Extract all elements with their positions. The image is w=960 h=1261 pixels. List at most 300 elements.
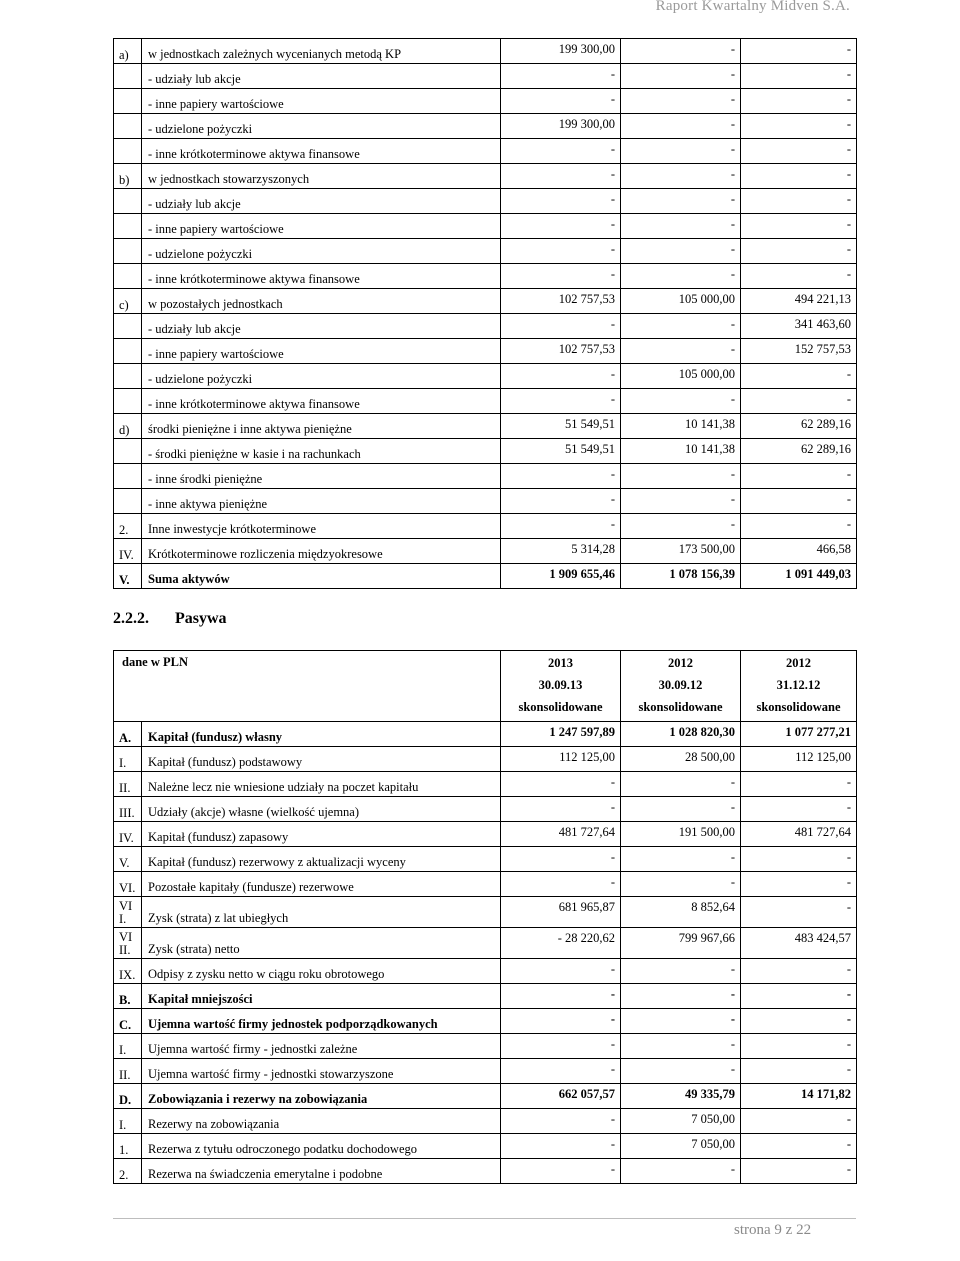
row-code-cell [114,439,142,464]
value-3: - [846,962,852,976]
table-row [114,114,857,139]
column-header [501,651,621,722]
value-3: - [846,67,851,81]
value-3: - [846,242,851,256]
value-cell [741,164,857,189]
value-cell [621,1084,741,1109]
value-cell [621,722,741,747]
value-2: - [730,42,735,56]
table-row [114,897,857,928]
row-code-cell [114,1109,142,1134]
row-code-cell [114,89,142,114]
value-cell [501,959,621,984]
row-code: II. [119,781,131,795]
liabilities-table [113,650,857,1184]
value-1: 199 300,00 [558,42,615,56]
value-cell [741,314,857,339]
value-1: - [610,217,615,231]
value-cell [741,772,857,797]
row-label: Suma aktywów [148,572,230,586]
row-label-cell [142,264,501,289]
row-code: c) [119,298,129,312]
value-1: - [610,67,615,81]
row-label: Kapitał (fundusz) własny [148,730,283,744]
row-label: środki pieniężne i inne aktywa pieniężne [148,422,352,436]
value-2: - [730,92,735,106]
value-cell [741,1134,857,1159]
value-1: - [610,775,616,789]
value-cell [501,897,621,928]
table-row [114,1059,857,1084]
row-code: B. [119,993,131,1007]
value-2: 7 050,00 [691,1137,736,1151]
row-code: 1. [119,1143,129,1157]
table-row [114,439,857,464]
value-2: - [730,1162,736,1176]
value-cell [501,1009,621,1034]
value-cell [741,339,857,364]
value-cell [621,1109,741,1134]
value-cell [741,1109,857,1134]
value-3: 483 424,57 [794,931,852,945]
value-3: - [846,267,851,281]
value-3: - [846,217,851,231]
row-code-cell [114,339,142,364]
value-cell [501,189,621,214]
table-row [114,214,857,239]
report-header-title: Raport Kwartalny Midven S.A. [655,0,850,14]
row-label: Odpisy z zysku netto w ciągu roku obrotowego [148,967,385,981]
value-cell [501,797,621,822]
value-cell [501,164,621,189]
row-label: Kapitał mniejszości [148,992,253,1006]
value-cell [501,984,621,1009]
value-cell [621,214,741,239]
row-code-cell [114,1034,142,1059]
row-code-cell [114,928,142,959]
value-cell [501,114,621,139]
table-row [114,314,857,339]
row-label: - udzielone pożyczki [148,122,253,136]
value-cell [621,1134,741,1159]
value-3: - [846,367,851,381]
value-cell [621,822,741,847]
row-label: Rezerwa z tytułu odroczonego podatku dochodowego [148,1142,418,1156]
row-label: Kapitał (fundusz) podstawowy [148,755,303,769]
value-cell [741,189,857,214]
value-1: 112 125,00 [559,750,616,764]
row-code: C. [119,1018,132,1032]
value-3: - [846,875,852,889]
section-number: 2.2.2. [113,610,149,627]
table-row [114,847,857,872]
value-2: - [730,467,735,481]
value-cell [501,564,621,589]
value-2: 8 852,64 [691,900,736,914]
value-2: - [730,342,735,356]
row-code-cell [114,139,142,164]
row-label-cell [142,747,501,772]
value-cell [741,959,857,984]
row-label: - udziały lub akcje [148,72,241,86]
value-3: - [846,800,852,814]
column-scope: skonsolidowane [518,700,603,714]
value-cell [741,39,857,64]
value-cell [621,1159,741,1184]
value-1: 51 549,51 [565,442,615,456]
value-cell [621,872,741,897]
value-1: - [610,875,616,889]
table-row [114,1084,857,1109]
row-label-cell [142,389,501,414]
row-label: - inne krótkoterminowe aktywa finansowe [148,272,360,286]
value-cell [741,1159,857,1184]
value-1: - [610,962,616,976]
value-cell [501,822,621,847]
value-cell [621,489,741,514]
value-3: - [846,42,851,56]
value-cell [501,514,621,539]
row-label: w jednostkach zależnych wycenianych metodą KP [148,47,402,61]
value-cell [621,414,741,439]
value-1: 662 057,57 [558,1087,616,1101]
row-code-cell [114,239,142,264]
value-cell [501,1134,621,1159]
row-code: IV. [119,548,134,562]
value-cell [741,489,857,514]
row-label-cell [142,114,501,139]
row-label-cell [142,1084,501,1109]
column-date: 30.09.12 [658,678,703,692]
value-3: - [846,1162,852,1176]
value-3: 341 463,60 [794,317,851,331]
row-label-cell [142,314,501,339]
value-2: - [730,392,735,406]
value-3: 62 289,16 [801,442,851,456]
row-code-cell [114,822,142,847]
value-2: - [730,517,735,531]
value-cell [621,514,741,539]
value-cell [501,264,621,289]
value-1: - [610,1062,616,1076]
row-label: Kapitał (fundusz) rezerwowy z aktualizacji wyceny [148,855,406,869]
value-3: - [846,467,851,481]
value-cell [501,239,621,264]
row-label: - inne papiery wartościowe [148,347,284,361]
value-1: 481 727,64 [558,825,616,839]
row-code-cell [114,264,142,289]
row-code-cell [114,539,142,564]
row-label-cell [142,39,501,64]
value-3: - [846,492,851,506]
value-cell [501,1034,621,1059]
row-label: - udzielone pożyczki [148,372,253,386]
row-label: - inne aktywa pieniężne [148,497,268,511]
row-code-cell [114,872,142,897]
table-row [114,514,857,539]
value-cell [501,339,621,364]
value-cell [741,114,857,139]
row-label: Zysk (strata) z lat ubiegłych [148,911,289,925]
value-cell [501,464,621,489]
row-code-cell [114,414,142,439]
value-cell [621,797,741,822]
value-cell [741,139,857,164]
value-cell [621,264,741,289]
table-row [114,797,857,822]
value-cell [501,1059,621,1084]
value-1: - [610,1137,616,1151]
row-code: II. [119,1068,131,1082]
table-row [114,1159,857,1184]
row-code-cell [114,747,142,772]
value-3: - [846,900,852,914]
value-2: - [730,1012,736,1026]
page-number: strona 9 z 22 [734,1222,812,1238]
value-cell [621,747,741,772]
table-row [114,1109,857,1134]
row-label-cell [142,214,501,239]
unit-label: dane w PLN [114,651,501,722]
value-3: 62 289,16 [801,417,851,431]
value-cell [501,139,621,164]
row-label-cell [142,514,501,539]
value-1: - [610,1112,616,1126]
row-code-cell [114,1084,142,1109]
value-1: - [610,142,615,156]
value-2: 1 078 156,39 [669,567,735,581]
row-code-cell [114,289,142,314]
value-3: 481 727,64 [794,825,852,839]
table-row [114,959,857,984]
row-code: VI II. [119,930,133,957]
value-2: 191 500,00 [678,825,736,839]
row-label: - inne papiery wartościowe [148,97,284,111]
row-code: a) [119,48,129,62]
value-1: 51 549,51 [565,417,615,431]
column-date: 30.09.13 [538,678,583,692]
row-code-cell [114,984,142,1009]
row-code: I. [119,1043,127,1057]
value-2: 799 967,66 [678,931,736,945]
value-cell [501,1159,621,1184]
value-3: - [846,167,851,181]
table-row [114,822,857,847]
value-2: - [730,775,736,789]
table-row [114,722,857,747]
value-1: - [610,167,615,181]
row-code-cell [114,772,142,797]
column-year: 2012 [668,656,694,670]
table-row [114,1009,857,1034]
value-2: - [730,167,735,181]
value-2: - [730,492,735,506]
value-3: - [846,142,851,156]
value-cell [501,722,621,747]
value-cell [741,364,857,389]
row-code-cell [114,847,142,872]
row-label-cell [142,847,501,872]
value-1: 199 300,00 [558,117,615,131]
value-cell [741,872,857,897]
row-label-cell [142,822,501,847]
table-row [114,339,857,364]
value-cell [741,797,857,822]
value-cell [501,314,621,339]
value-cell [501,439,621,464]
value-1: 1 247 597,89 [549,725,616,739]
value-3: 152 757,53 [794,342,851,356]
value-2: - [730,1062,736,1076]
value-1: - [610,1012,616,1026]
row-label-cell [142,959,501,984]
table-row [114,1034,857,1059]
assets-table [113,38,857,589]
row-code-cell [114,489,142,514]
value-3: - [846,1062,852,1076]
value-cell [741,239,857,264]
value-cell [501,489,621,514]
table-row [114,239,857,264]
value-cell [741,747,857,772]
row-label-cell [142,364,501,389]
row-label: - środki pieniężne w kasie i na rachunkach [148,447,361,461]
row-label-cell [142,539,501,564]
table-row [114,89,857,114]
value-3: - [846,987,852,1001]
value-cell [621,1059,741,1084]
row-label-cell [142,1059,501,1084]
row-label-cell [142,1034,501,1059]
value-3: - [846,1112,852,1126]
value-1: 1 909 655,46 [549,567,615,581]
row-code: VI. [119,881,136,895]
value-cell [621,772,741,797]
value-cell [741,897,857,928]
column-year: 2013 [548,656,574,670]
value-1: - [610,467,615,481]
table-row [114,139,857,164]
value-cell [621,139,741,164]
value-2: - [730,267,735,281]
row-label-cell [142,1009,501,1034]
value-cell [621,1034,741,1059]
row-label-cell [142,1159,501,1184]
row-code: d) [119,423,130,437]
row-label-cell [142,89,501,114]
row-code-cell [114,1159,142,1184]
value-1: - [610,492,615,506]
value-2: - [730,1037,736,1051]
row-label: w jednostkach stowarzyszonych [148,172,310,186]
row-label: Ujemna wartość firmy jednostek podporządkowanych [148,1017,438,1031]
value-cell [741,289,857,314]
value-cell [741,822,857,847]
value-1: - [610,367,615,381]
value-cell [621,439,741,464]
section-title: Pasywa [175,610,227,627]
value-cell [741,514,857,539]
value-3: - [846,775,852,789]
value-cell [501,928,621,959]
value-2: - [730,67,735,81]
section-heading [113,610,227,628]
value-cell [741,1084,857,1109]
value-3: - [846,192,851,206]
row-code: I. [119,1118,127,1132]
row-label-cell [142,189,501,214]
value-3: 494 221,13 [794,292,851,306]
value-3: - [846,92,851,106]
row-code: V. [119,856,130,870]
value-cell [741,1009,857,1034]
row-label-cell [142,164,501,189]
value-2: 28 500,00 [685,750,736,764]
row-code-cell [114,1059,142,1084]
value-cell [741,722,857,747]
column-scope: skonsolidowane [638,700,723,714]
row-code-cell [114,464,142,489]
row-label-cell [142,797,501,822]
row-code: III. [119,806,135,820]
table-row [114,984,857,1009]
value-1: - [610,800,616,814]
table-row [114,1134,857,1159]
table-row [114,64,857,89]
row-code-cell [114,389,142,414]
value-cell [741,539,857,564]
value-1: - [610,987,616,1001]
row-code-cell [114,1134,142,1159]
table-row [114,39,857,64]
row-code: A. [119,731,132,745]
value-3: 466,58 [816,542,851,556]
value-cell [501,847,621,872]
value-3: - [846,392,851,406]
row-label: Ujemna wartość firmy - jednostki stowarzyszone [148,1067,394,1081]
column-scope: skonsolidowane [756,700,841,714]
value-cell [501,89,621,114]
table-row [114,289,857,314]
row-label: Należne lecz nie wniesione udziały na poczet kapitału [148,780,419,794]
row-code-cell [114,214,142,239]
value-cell [501,214,621,239]
table-row [114,928,857,959]
value-cell [621,984,741,1009]
row-label-cell [142,489,501,514]
value-cell [741,64,857,89]
row-code-cell [114,64,142,89]
row-code-cell [114,314,142,339]
value-cell [741,1034,857,1059]
value-cell [621,114,741,139]
value-3: 112 125,00 [795,750,852,764]
row-label: Krótkoterminowe rozliczenia międzyokresowe [148,547,383,561]
value-cell [501,389,621,414]
row-code-cell [114,564,142,589]
row-code: 2. [119,1168,129,1182]
row-code: IX. [119,968,136,982]
value-cell [501,539,621,564]
row-code-cell [114,959,142,984]
value-3: - [846,117,851,131]
value-cell [741,414,857,439]
row-label-cell [142,984,501,1009]
row-label-cell [142,897,501,928]
row-code-cell [114,722,142,747]
value-2: - [730,142,735,156]
row-label-cell [142,872,501,897]
